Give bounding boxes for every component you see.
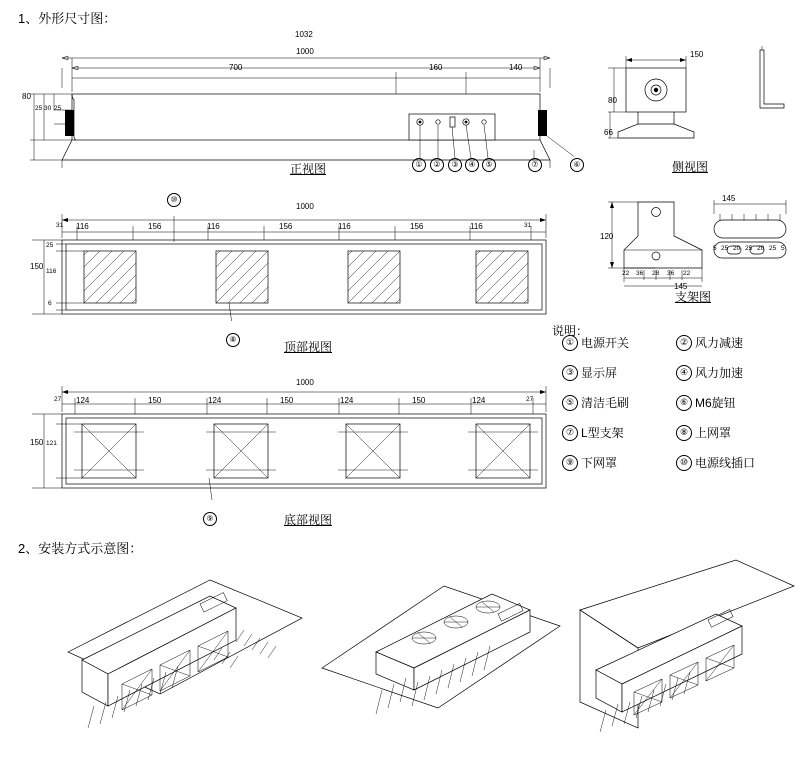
legend-label-10: 电源线插口 xyxy=(695,456,756,470)
bottom-callout-9 xyxy=(203,508,217,526)
legend-label-7: L型支架 xyxy=(581,426,624,440)
circle-number-2: ② xyxy=(430,158,444,172)
legend-row-3 xyxy=(562,394,792,411)
install-diagram-ceiling-mount-left xyxy=(60,556,310,736)
section-2-title: 2、安装方式示意图： xyxy=(18,541,143,556)
bracket-dim-120: 120 xyxy=(600,232,614,241)
bracket-hole-dim-0: 5 xyxy=(713,245,717,252)
legend-label-5: 清洁毛刷 xyxy=(581,396,630,410)
bracket-hole-dim-5: 25 xyxy=(769,245,777,252)
circle-number-1-icon: ① xyxy=(562,335,578,351)
section-1-title: 1、外形尺寸图： xyxy=(18,11,117,26)
legend-item-2 xyxy=(676,334,743,351)
bottom-seg-8: 27 xyxy=(526,396,534,403)
install-diagram-wall-mount-right xyxy=(566,552,796,742)
legend-label-6: M6旋钮 xyxy=(695,396,736,410)
legend-row-5 xyxy=(562,454,792,471)
bracket-hole-dim-1: 25 xyxy=(721,245,729,252)
circle-number-7: ⑦ xyxy=(528,158,542,172)
circle-number-10: ⑩ xyxy=(167,193,181,207)
side-dim-150: 150 xyxy=(690,50,704,59)
top-seg-0: 31 xyxy=(56,222,64,229)
bracket-view-drawing xyxy=(598,190,798,300)
legend-item-9 xyxy=(562,454,670,471)
bottom-dim-121: 121 xyxy=(46,440,57,447)
front-callout-2 xyxy=(430,154,444,172)
circle-number-5-icon: ⑤ xyxy=(562,395,578,411)
bracket-hole-dim-6: 5 xyxy=(781,245,785,252)
legend-row-2 xyxy=(562,364,792,381)
front-callout-1 xyxy=(412,154,426,172)
legend-list xyxy=(562,334,792,471)
front-callout-4 xyxy=(465,154,479,172)
top-left-dim-0: 25 xyxy=(46,242,54,249)
top-seg-2: 156 xyxy=(148,222,162,231)
top-view-caption: 顶部视图 xyxy=(283,340,332,354)
bottom-dim-1000: 1000 xyxy=(296,378,314,387)
legend-row-1 xyxy=(562,334,792,351)
side-view-drawing xyxy=(608,46,788,156)
circle-number-7-icon: ⑦ xyxy=(562,425,578,441)
bracket-dim-145-bottom: 145 xyxy=(674,282,688,291)
bottom-view-drawing xyxy=(14,372,574,502)
legend-item-3 xyxy=(562,364,670,381)
bracket-hole-dim-3: 25 xyxy=(745,245,753,252)
top-left-dim-2: 6 xyxy=(48,300,52,307)
legend-label-8: 上网罩 xyxy=(695,426,732,440)
side-dim-80: 80 xyxy=(608,96,617,105)
top-seg-6: 156 xyxy=(410,222,424,231)
top-seg-1: 116 xyxy=(76,222,89,231)
install-diagram-ceiling-mount-center xyxy=(316,556,566,736)
legend-item-10 xyxy=(676,454,755,471)
bottom-seg-4: 150 xyxy=(280,396,294,405)
bracket-hole-dim-4: 20 xyxy=(757,245,765,252)
legend-label-2: 风力减速 xyxy=(695,336,744,350)
front-dim-25a: 25 xyxy=(35,105,43,112)
bracket-view-caption: 支架图 xyxy=(674,290,711,304)
legend-label-1: 电源开关 xyxy=(581,336,630,350)
legend-label-4: 风力加速 xyxy=(695,366,744,380)
bottom-seg-2: 150 xyxy=(148,396,162,405)
bracket-bottom-seg-4: 22 xyxy=(683,270,691,277)
circle-number-6: ⑥ xyxy=(570,158,584,172)
top-seg-7: 116 xyxy=(470,222,483,231)
bracket-bottom-seg-3: 36 xyxy=(667,270,675,277)
front-dim-25b: 25 xyxy=(54,105,62,112)
front-dim-30: 30 xyxy=(44,105,52,112)
legend-label-3: 显示屏 xyxy=(581,366,618,380)
bracket-bottom-seg-1: 36 xyxy=(636,270,644,277)
legend-item-7 xyxy=(562,424,670,441)
bracket-bottom-seg-2: 28 xyxy=(652,270,660,277)
side-dim-66: 66 xyxy=(604,128,613,137)
bottom-dim-150: 150 xyxy=(30,438,44,447)
legend-item-5 xyxy=(562,394,670,411)
circle-number-6-icon: ⑥ xyxy=(676,395,692,411)
top-seg-8: 31 xyxy=(524,222,532,229)
legend-item-4 xyxy=(676,364,743,381)
bracket-dim-145-top: 145 xyxy=(722,194,736,203)
legend-item-6 xyxy=(676,394,736,411)
front-dim-80: 80 xyxy=(22,92,31,101)
circle-number-4: ④ xyxy=(465,158,479,172)
front-callout-7 xyxy=(528,154,542,172)
circle-number-4-icon: ④ xyxy=(676,365,692,381)
circle-number-9-icon: ⑨ xyxy=(562,455,578,471)
front-view-caption: 正视图 xyxy=(289,162,326,176)
circle-number-3: ③ xyxy=(448,158,462,172)
circle-number-2-icon: ② xyxy=(676,335,692,351)
circle-number-8: ⑧ xyxy=(226,333,240,347)
bracket-hole-dim-2: 20 xyxy=(733,245,741,252)
top-callout-8 xyxy=(226,329,240,347)
front-callout-5 xyxy=(482,154,496,172)
top-view-drawing xyxy=(14,196,574,321)
front-callout-3 xyxy=(448,154,462,172)
front-dim-seg-140: 140 xyxy=(509,63,523,72)
top-dim-1000: 1000 xyxy=(296,202,314,211)
top-callout-10 xyxy=(167,189,181,207)
legend-row-4 xyxy=(562,424,792,441)
bottom-seg-0: 27 xyxy=(54,396,62,403)
top-seg-4: 156 xyxy=(279,222,293,231)
bottom-view-caption: 底部视图 xyxy=(283,513,332,527)
top-seg-3: 116 xyxy=(207,222,220,231)
circle-number-5: ⑤ xyxy=(482,158,496,172)
front-dim-1000: 1000 xyxy=(296,47,314,56)
front-callout-6 xyxy=(570,154,584,172)
front-dim-seg-160: 160 xyxy=(429,63,443,72)
top-left-dim-1: 116 xyxy=(46,268,57,275)
bottom-seg-7: 124 xyxy=(472,396,486,405)
legend-item-1 xyxy=(562,334,670,351)
legend-item-8 xyxy=(676,424,731,441)
top-seg-5: 116 xyxy=(338,222,351,231)
side-view-caption: 侧视图 xyxy=(671,160,708,174)
legend-label-9: 下网罩 xyxy=(581,456,618,470)
bottom-seg-1: 124 xyxy=(76,396,90,405)
bottom-seg-5: 124 xyxy=(340,396,354,405)
bracket-bottom-seg-0: 22 xyxy=(622,270,630,277)
circle-number-9: ⑨ xyxy=(203,512,217,526)
bottom-seg-3: 124 xyxy=(208,396,222,405)
bottom-seg-6: 150 xyxy=(412,396,426,405)
front-dim-seg-700: 700 xyxy=(229,63,243,72)
circle-number-3-icon: ③ xyxy=(562,365,578,381)
circle-number-8-icon: ⑧ xyxy=(676,425,692,441)
circle-number-10-icon: ⑩ xyxy=(676,455,692,471)
legend-title: 说明： xyxy=(552,324,589,338)
top-dim-150: 150 xyxy=(30,262,44,271)
front-dim-1032: 1032 xyxy=(295,30,313,39)
circle-number-1: ① xyxy=(412,158,426,172)
